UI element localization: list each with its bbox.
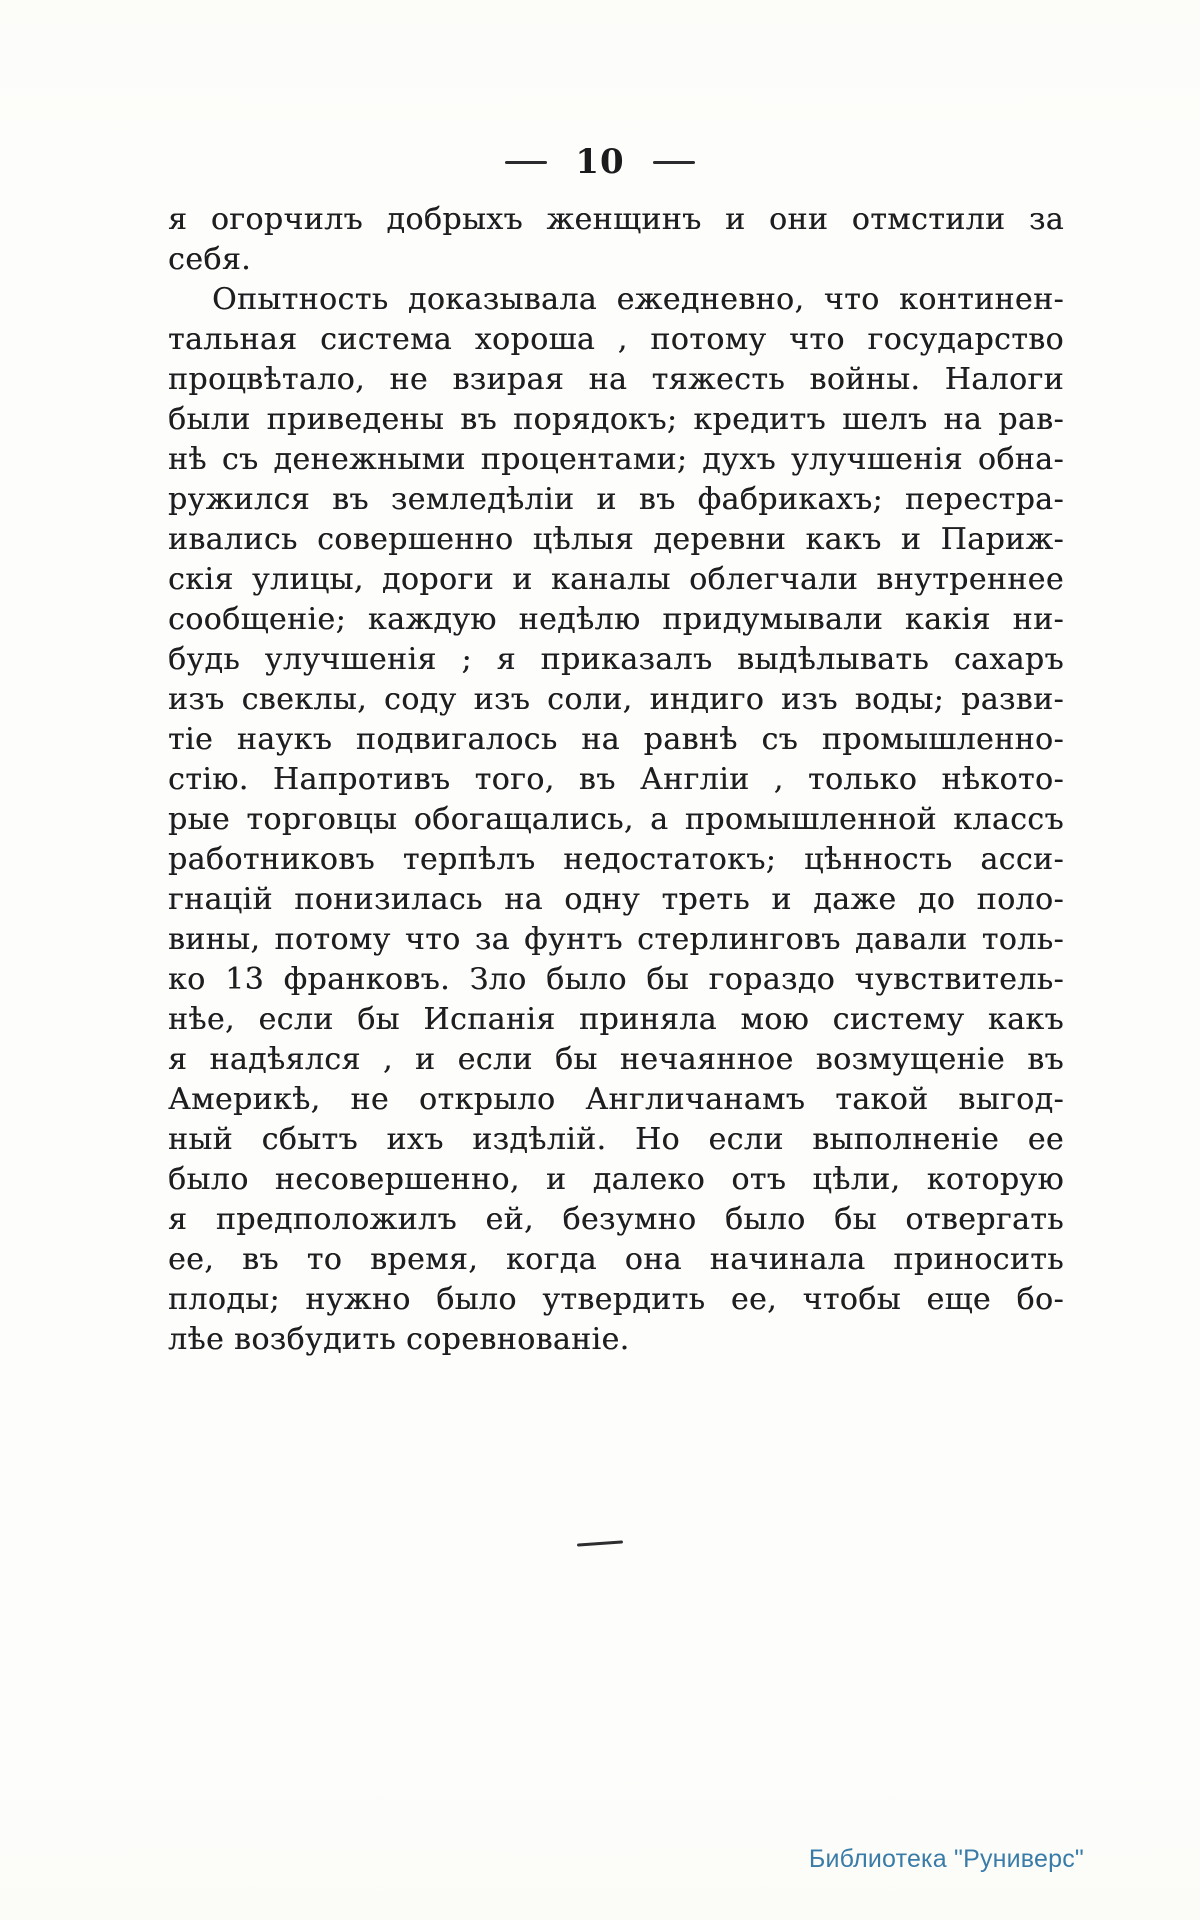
text-line: Америкѣ, не открыло Англичанамъ такой выгод- — [168, 1082, 1064, 1117]
text-line: скія улицы, дороги и каналы облегчали внутреннее — [168, 562, 1064, 597]
text-line: тальная система хороша , потому что государство — [168, 322, 1064, 357]
text-line: нѣ съ денежными процентами; духъ улучшенія обна- — [168, 442, 1064, 477]
text-line: я огорчилъ добрыхъ женщинъ и они отмстили за — [168, 202, 1064, 237]
text-line: работниковъ терпѣлъ недостатокъ; цѣнность асси- — [168, 842, 1064, 877]
text-line: изъ свеклы, соду изъ соли, индиго изъ воды; разви- — [168, 682, 1064, 717]
text-line: лѣе возбудить соревнованіе. — [168, 1322, 630, 1357]
text-line: я предположилъ ей, безумно было бы отвергать — [168, 1202, 1064, 1237]
text-line: ее, въ то время, когда она начинала приносить — [168, 1242, 1064, 1277]
text-line: будь улучшенія ; я приказалъ выдѣлывать сахаръ — [168, 642, 1064, 677]
text-line: нѣе, если бы Испанія приняла мою систему какъ — [168, 1002, 1064, 1037]
text-line: рые торговцы обогащались, а промышленной классъ — [168, 802, 1064, 837]
text-line: себя. — [168, 242, 252, 277]
text-line: было несовершенно, и далеко отъ цѣли, которую — [168, 1162, 1064, 1197]
text-line: тіе наукъ подвигалось на равнѣ съ промышленно- — [168, 722, 1064, 757]
text-line: ружился въ земледѣліи и въ фабрикахъ; перестра- — [168, 482, 1064, 517]
text-line: ный сбытъ ихъ издѣлій. Но если выполненіе ее — [168, 1122, 1064, 1157]
text-line: Опытность доказывала ежедневно, что континен- — [212, 282, 1064, 317]
text-line: я надѣялся , и если бы нечаянное возмущеніе въ — [168, 1042, 1064, 1077]
section-divider — [577, 1540, 623, 1546]
text-line: плоды; нужно было утвердить ее, чтобы еще бо- — [168, 1282, 1064, 1317]
page-number: 10 — [575, 142, 625, 182]
watermark: Библиотека "Руниверс" — [808, 1845, 1084, 1873]
header-dash-right-icon — [653, 161, 695, 164]
page-header — [0, 140, 1200, 184]
text-line: вины, потому что за фунтъ стерлинговъ давали толь- — [168, 922, 1064, 957]
header-dash-left-icon — [505, 161, 547, 164]
text-line: ивались совершенно цѣлыя деревни какъ и Париж- — [168, 522, 1064, 557]
text-line: были приведены въ порядокъ; кредитъ шелъ на рав- — [168, 402, 1064, 437]
text-line: стію. Напротивъ того, въ Англіи , только нѣкото- — [168, 762, 1064, 797]
text-line: сообщеніе; каждую недѣлю придумывали какія ни- — [168, 602, 1064, 637]
text-line: ко 13 франковъ. Зло было бы гораздо чувствитель- — [168, 962, 1064, 997]
text-line: гнацій понизилась на одну треть и даже до поло- — [168, 882, 1064, 917]
text-block — [168, 200, 1064, 1360]
text-line: процвѣтало, не взирая на тяжесть войны. Налоги — [168, 362, 1064, 397]
